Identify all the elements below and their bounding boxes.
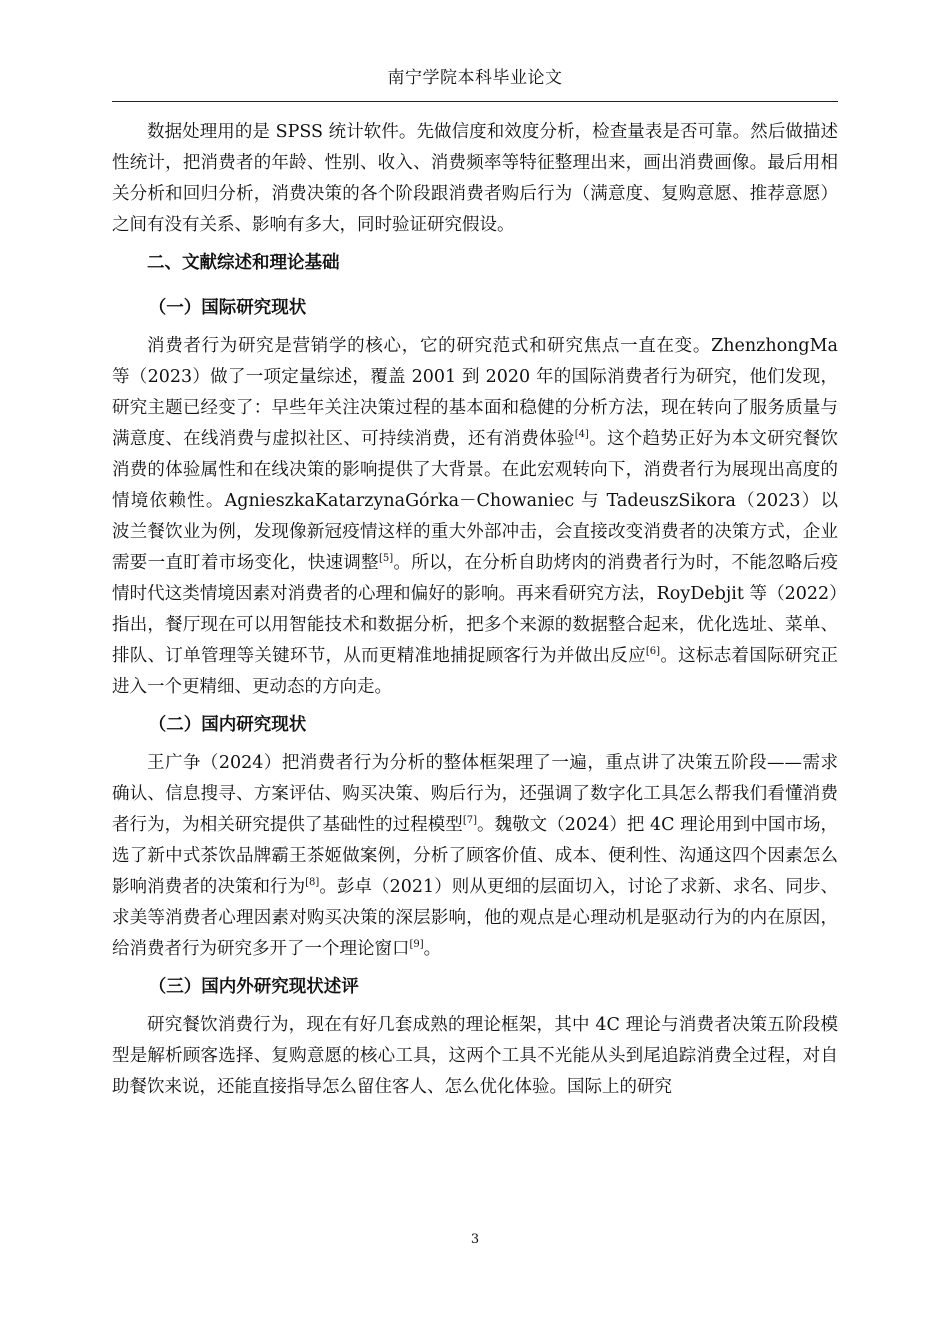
section-heading-literature-review: 二、文献综述和理论基础 (147, 253, 340, 273)
citation-ref: [8] (305, 877, 320, 889)
paragraph-data-processing: 数据处理用的是 SPSS 统计软件。先做信度和效度分析，检查量表是否可靠。然后做描述性统计，把消费者的年龄、性别、收入、消费频率等特征整理出来，画出消费画像。最后用相关分析和回归分析，消费决策的各个阶段跟消费者购后行为（满意度、复购意愿、推荐意愿）之间有没有关系、影响有多大，同时验证研究假设。 (112, 122, 838, 235)
subsection-heading-domestic: （二）国内研究现状 (148, 715, 307, 735)
citation-ref: [4] (574, 429, 589, 441)
text-run: 消费者行为研究是营销学的核心，它的研究范式和研究焦点一直在变。ZhenzhongMa 等（2023）做了一项定量综述，覆盖 2001 到 2020 年的国际消费者行为研究，他们发现，研究主题已经变了：早些年关注决策过程的基本面和稳健的分析方法，现在转向了服务质量与满意度、在线消费与虚拟社区、可持续消费，还有消费体验 (112, 336, 838, 449)
page-body (112, 117, 838, 1103)
text-run: 。 (423, 939, 442, 959)
text-run: 。彭卓（2021）则从更细的层面切入，讨论了求新、求名、同步、求美等消费者心理因素对购买决策的深层影响，他的观点是心理动机是驱动行为的内在原因，给消费者行为研究多开了一个理论窗口 (112, 877, 839, 959)
citation-ref: [9] (409, 939, 424, 951)
paragraph-international-research (112, 331, 838, 703)
running-header: 南宁学院本科毕业论文 (387, 68, 563, 88)
citation-ref: [5] (378, 553, 394, 565)
text-run: 。这标志着国际研究正进入一个更精细、更动态的方向走。 (112, 646, 839, 697)
subsection-heading-international: （一）国际研究现状 (148, 298, 307, 318)
text-run: 。所以，在分析自助烤肉的消费者行为时，不能忽略后疫情时代这类情境因素对消费者的心理和偏好的影响。再来看研究方法，RoyDebjit 等（2022）指出，餐厅现在可以用智能技术和数据分析，把多个来源的数据整合起来，优化选址、菜单、排队、订单管理等关键环节，从而更精准地捕捉顾客行为并做出反应 (112, 553, 839, 666)
text-run: 王广争（2024）把消费者行为分析的整体框架理了一遍，重点讲了决策五阶段——需求确认、信息搜寻、方案评估、购买决策、购后行为，还强调了数字化工具怎么帮我们看懂消费者行为，为相关研究提供了基础性的过程模型 (112, 753, 838, 835)
page-number: 3 (470, 1232, 480, 1247)
text-run: 。魏敬文（2024）把 4C 理论用到中国市场，选了新中式茶饮品牌霸王茶姬做案例，分析了顾客价值、成本、便利性、沟通这四个因素怎么影响消费者的决策和行为 (112, 815, 838, 897)
text-run: 。这个趋势正好为本文研究餐饮消费的体验属性和在线决策的影响提供了大背景。在此宏观转向下，消费者行为展现出高度的情境依赖性。AgnieszkaKatarzynaGórka－Chowaniec 与 TadeuszSikora（2023）以波兰餐饮业为例，发现像新冠疫情这样的重大外部冲击，会直接改变消费者的决策方式，企业需要一直盯着市场变化，快速调整 (112, 429, 838, 573)
paragraph-domestic-research (112, 748, 838, 965)
subsection-heading-review: （三）国内外研究现状述评 (148, 977, 359, 997)
paragraph-research-review: 研究餐饮消费行为，现在有好几套成熟的理论框架，其中 4C 理论与消费者决策五阶段模型是解析顾客选择、复购意愿的核心工具，这两个工具不光能从头到尾追踪消费全过程，对自助餐饮来说，还能直接指导怎么留住客人、怎么优化体验。国际上的研究 (112, 1015, 838, 1097)
citation-ref: [6] (645, 646, 661, 658)
header-rule (112, 101, 838, 102)
citation-ref: [7] (462, 815, 478, 827)
